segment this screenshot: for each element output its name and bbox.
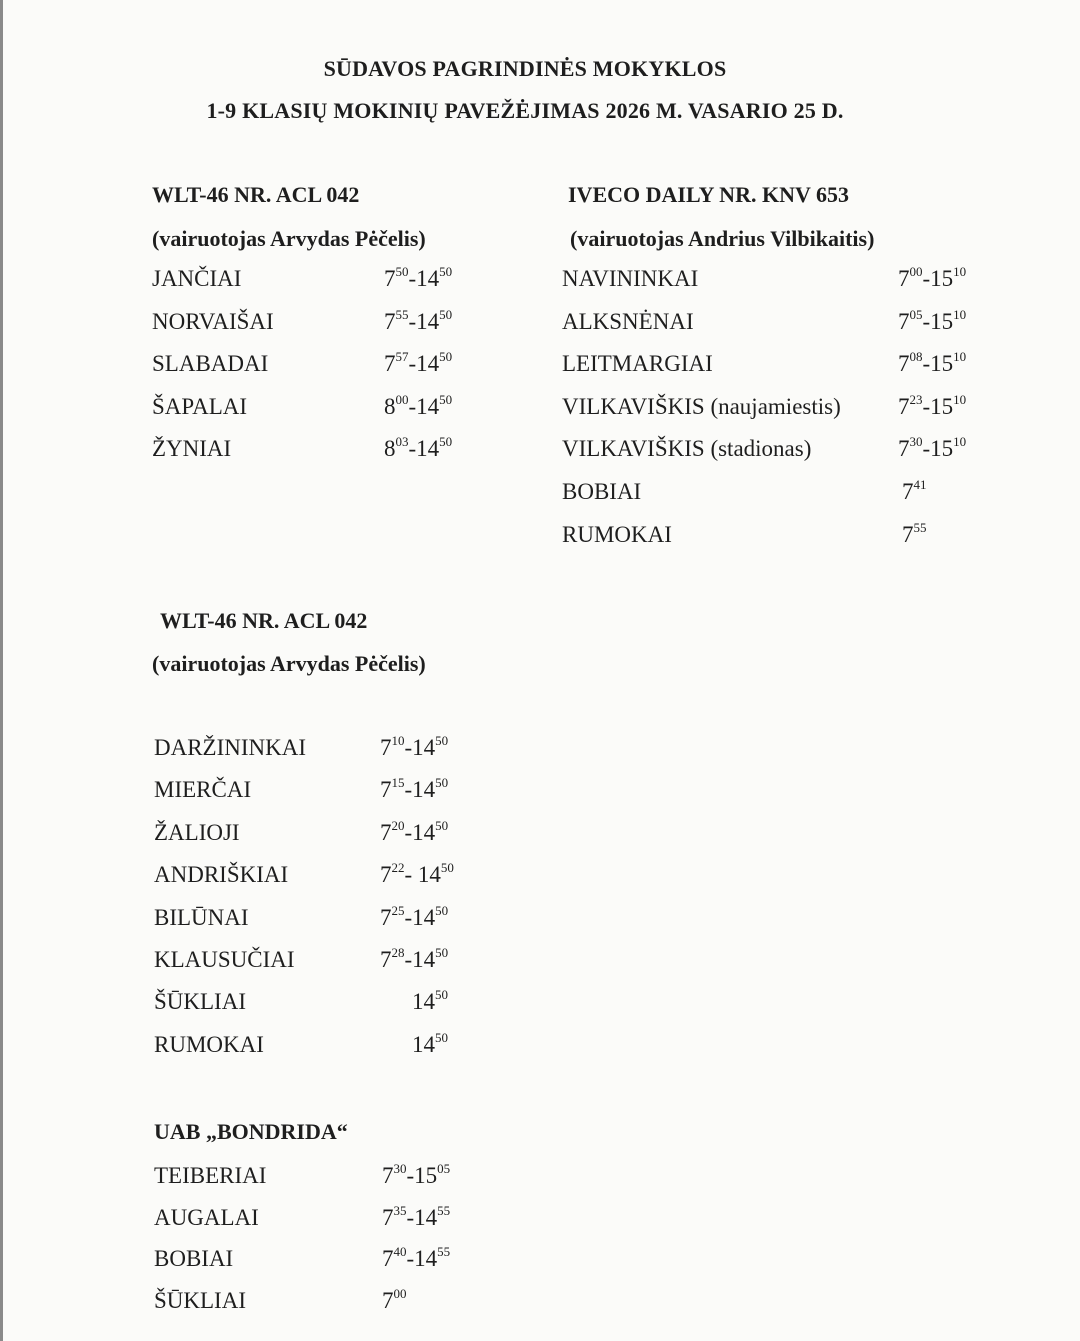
return-hour: 14 <box>412 904 436 930</box>
stop-time <box>382 1246 450 1272</box>
stop-time <box>384 436 452 462</box>
return-hour: 15 <box>930 393 954 419</box>
stop-time <box>898 351 966 377</box>
stop-name: DARŽININKAI <box>154 735 307 760</box>
stop-time <box>898 436 966 462</box>
departure-minute: 08 <box>909 349 923 365</box>
departure-minute: 00 <box>393 1285 407 1301</box>
stop-name: NAVININKAI <box>562 266 699 291</box>
route-3-bus: WLT-46 NR. ACL 042 <box>160 608 368 633</box>
stop-name: BILŪNAI <box>154 904 249 930</box>
departure-minute: 20 <box>391 817 405 833</box>
stop-name: JANČIAI <box>152 266 242 291</box>
departure-hour: 7 <box>898 393 910 419</box>
departure-hour: 8 <box>384 393 396 419</box>
departure-hour: 7 <box>382 1204 394 1230</box>
stop-time <box>380 777 448 803</box>
departure-minute: 28 <box>391 945 405 960</box>
time-separator: - <box>406 1246 415 1271</box>
page-edge <box>0 0 3 1341</box>
time-separator: - <box>404 947 413 972</box>
return-minute: 50 <box>435 945 449 960</box>
departure-hour: 7 <box>380 777 392 803</box>
stop-time <box>382 1202 451 1231</box>
stop-name: BOBIAI <box>562 479 642 504</box>
time-separator: - <box>408 308 417 334</box>
departure-hour: 7 <box>380 735 392 760</box>
departure-hour: 7 <box>902 479 914 504</box>
stop-name: RUMOKAI <box>562 521 672 547</box>
departure-hour: 7 <box>382 1246 394 1271</box>
stop-name: VILKAVIŠKIS (stadionas) <box>562 436 812 462</box>
departure-hour: 7 <box>898 266 910 291</box>
return-hour: 14 <box>416 308 440 334</box>
return-minute: 50 <box>440 860 454 876</box>
return-minute: 50 <box>439 349 453 365</box>
return-hour: 14 <box>412 777 436 803</box>
time-separator: - <box>404 904 413 930</box>
stop-time <box>380 947 448 973</box>
return-minute: 50 <box>439 264 453 279</box>
return-hour: 14 <box>416 266 440 291</box>
stop-name: VILKAVIŠKIS (naujamiestis) <box>562 393 841 419</box>
stop-name: ŠAPALAI <box>152 393 248 419</box>
departure-hour: 7 <box>898 308 910 334</box>
time-separator: - <box>408 351 417 377</box>
stop-time <box>412 1029 448 1058</box>
route-1-driver: (vairuotojas Arvydas Pėčelis) <box>152 226 426 251</box>
stop-name: TEIBERIAI <box>154 1163 267 1188</box>
return-hour: 14 <box>416 393 440 419</box>
departure-minute: 15 <box>391 775 405 791</box>
time-separator: - <box>922 266 931 291</box>
stop-time <box>380 902 449 931</box>
return-hour: 14 <box>412 819 436 845</box>
departure-hour: 7 <box>898 351 910 377</box>
return-hour: 14 <box>414 1246 438 1271</box>
stop-name: AUGALAI <box>154 1204 259 1230</box>
stop-time <box>384 266 452 292</box>
return-minute: 50 <box>435 902 449 918</box>
departure-hour: 7 <box>902 521 914 547</box>
stop-time <box>898 266 966 292</box>
return-hour: 14 <box>414 1204 438 1230</box>
departure-hour: 7 <box>380 819 392 845</box>
departure-minute: 25 <box>391 902 405 918</box>
time-separator: - <box>404 862 418 888</box>
return-minute: 50 <box>439 434 453 450</box>
time-separator: - <box>922 351 931 377</box>
route-3-driver: (vairuotojas Arvydas Pėčelis) <box>152 651 426 676</box>
stop-time <box>412 989 448 1015</box>
departure-hour: 7 <box>384 266 396 291</box>
return-minute: 50 <box>435 733 449 748</box>
header-line-2: 1-9 KLASIŲ MOKINIŲ PAVEŽĖJIMAS 2026 M. VASARIO 25 D. <box>206 98 844 123</box>
stop-name: LEITMARGIAI <box>562 351 713 377</box>
time-separator: - <box>408 266 417 291</box>
departure-minute: 30 <box>393 1161 407 1176</box>
return-hour: 15 <box>930 308 954 334</box>
departure-hour: 7 <box>380 904 392 930</box>
stop-name: NORVAIŠAI <box>152 308 274 334</box>
time-separator: - <box>922 436 931 462</box>
stop-name: ŽALIOJI <box>154 819 240 845</box>
departure-minute: 23 <box>909 391 923 407</box>
time-separator: - <box>404 735 413 760</box>
departure-hour: 8 <box>384 436 396 462</box>
departure-hour: 7 <box>384 351 396 377</box>
departure-minute: 30 <box>909 434 923 450</box>
time-separator: - <box>406 1163 415 1188</box>
departure-minute: 22 <box>391 860 405 876</box>
stop-name: RUMOKAI <box>154 1031 264 1057</box>
return-minute: 55 <box>437 1202 451 1218</box>
time-separator: - <box>408 393 417 419</box>
stop-time <box>380 862 454 888</box>
return-minute: 55 <box>437 1244 451 1259</box>
stop-time <box>382 1163 450 1189</box>
stop-name: MIERČAI <box>154 777 252 803</box>
return-hour: 14 <box>416 351 440 377</box>
stop-name: ANDRIŠKIAI <box>154 862 289 888</box>
stop-time <box>902 479 927 505</box>
return-minute: 50 <box>439 306 453 322</box>
return-minute: 50 <box>439 391 453 407</box>
stop-time <box>898 306 967 335</box>
stop-name: BOBIAI <box>154 1246 234 1271</box>
stop-time <box>898 391 967 420</box>
departure-minute: 41 <box>913 477 927 492</box>
departure-hour: 7 <box>382 1163 394 1188</box>
return-minute: 10 <box>953 306 967 322</box>
route-1-bus: WLT-46 NR. ACL 042 <box>152 182 360 207</box>
departure-hour: 7 <box>380 947 392 972</box>
route-2-bus: IVECO DAILY NR. KNV 653 <box>568 182 849 207</box>
time-separator: - <box>922 393 931 419</box>
stop-name: ŠŪKLIAI <box>154 989 246 1015</box>
route-2-driver: (vairuotojas Andrius Vilbikaitis) <box>570 226 875 251</box>
time-separator: - <box>404 777 413 803</box>
departure-hour: 7 <box>384 308 396 334</box>
return-minute: 10 <box>953 349 967 365</box>
route-4-company: UAB „BONDRIDA“ <box>154 1119 348 1144</box>
return-minute: 10 <box>953 434 967 450</box>
time-separator: - <box>922 308 931 334</box>
return-hour: 14 <box>412 947 436 972</box>
return-hour: 15 <box>930 266 954 291</box>
departure-minute: 40 <box>393 1244 407 1259</box>
return-hour: 14 <box>412 989 435 1015</box>
return-minute: 05 <box>437 1161 451 1176</box>
departure-minute: 00 <box>395 391 409 407</box>
stop-name: SLABADAI <box>152 351 269 377</box>
return-hour: 14 <box>412 735 436 760</box>
return-hour: 14 <box>416 436 440 462</box>
return-hour: 14 <box>412 1031 435 1057</box>
return-minute: 10 <box>953 264 967 279</box>
departure-minute: 05 <box>909 306 923 322</box>
stop-time <box>384 351 452 377</box>
departure-minute: 50 <box>395 264 409 279</box>
return-minute: 50 <box>435 1029 448 1045</box>
stop-time <box>380 817 449 846</box>
departure-minute: 03 <box>395 434 409 450</box>
return-minute: 50 <box>435 817 449 833</box>
time-separator: - <box>408 436 417 462</box>
header-line-1: SŪDAVOS PAGRINDINĖS MOKYKLOS <box>323 56 727 81</box>
stop-time <box>384 306 453 335</box>
stop-time <box>382 1285 407 1314</box>
departure-minute: 00 <box>909 264 923 279</box>
return-hour: 15 <box>930 351 954 377</box>
return-hour: 15 <box>930 436 954 462</box>
departure-minute: 55 <box>913 519 927 535</box>
time-separator: - <box>406 1204 415 1230</box>
time-separator: - <box>404 819 413 845</box>
stop-time <box>902 519 927 548</box>
departure-minute: 57 <box>395 349 409 365</box>
return-hour: 15 <box>414 1163 438 1188</box>
return-hour: 14 <box>417 862 441 888</box>
return-minute: 50 <box>435 775 449 791</box>
departure-hour: 7 <box>382 1287 394 1313</box>
departure-minute: 55 <box>395 306 409 322</box>
return-minute: 10 <box>953 391 967 407</box>
return-minute: 50 <box>435 987 448 1003</box>
stop-name: ALKSNĖNAI <box>562 308 694 334</box>
stop-name: ŠŪKLIAI <box>154 1287 246 1313</box>
departure-hour: 7 <box>898 436 910 462</box>
stop-time <box>384 391 453 420</box>
departure-minute: 35 <box>393 1202 407 1218</box>
stop-name: KLAUSUČIAI <box>154 947 295 972</box>
departure-hour: 7 <box>380 862 392 888</box>
stop-name: ŽYNIAI <box>152 436 232 462</box>
departure-minute: 10 <box>391 733 405 748</box>
stop-time <box>380 735 448 761</box>
